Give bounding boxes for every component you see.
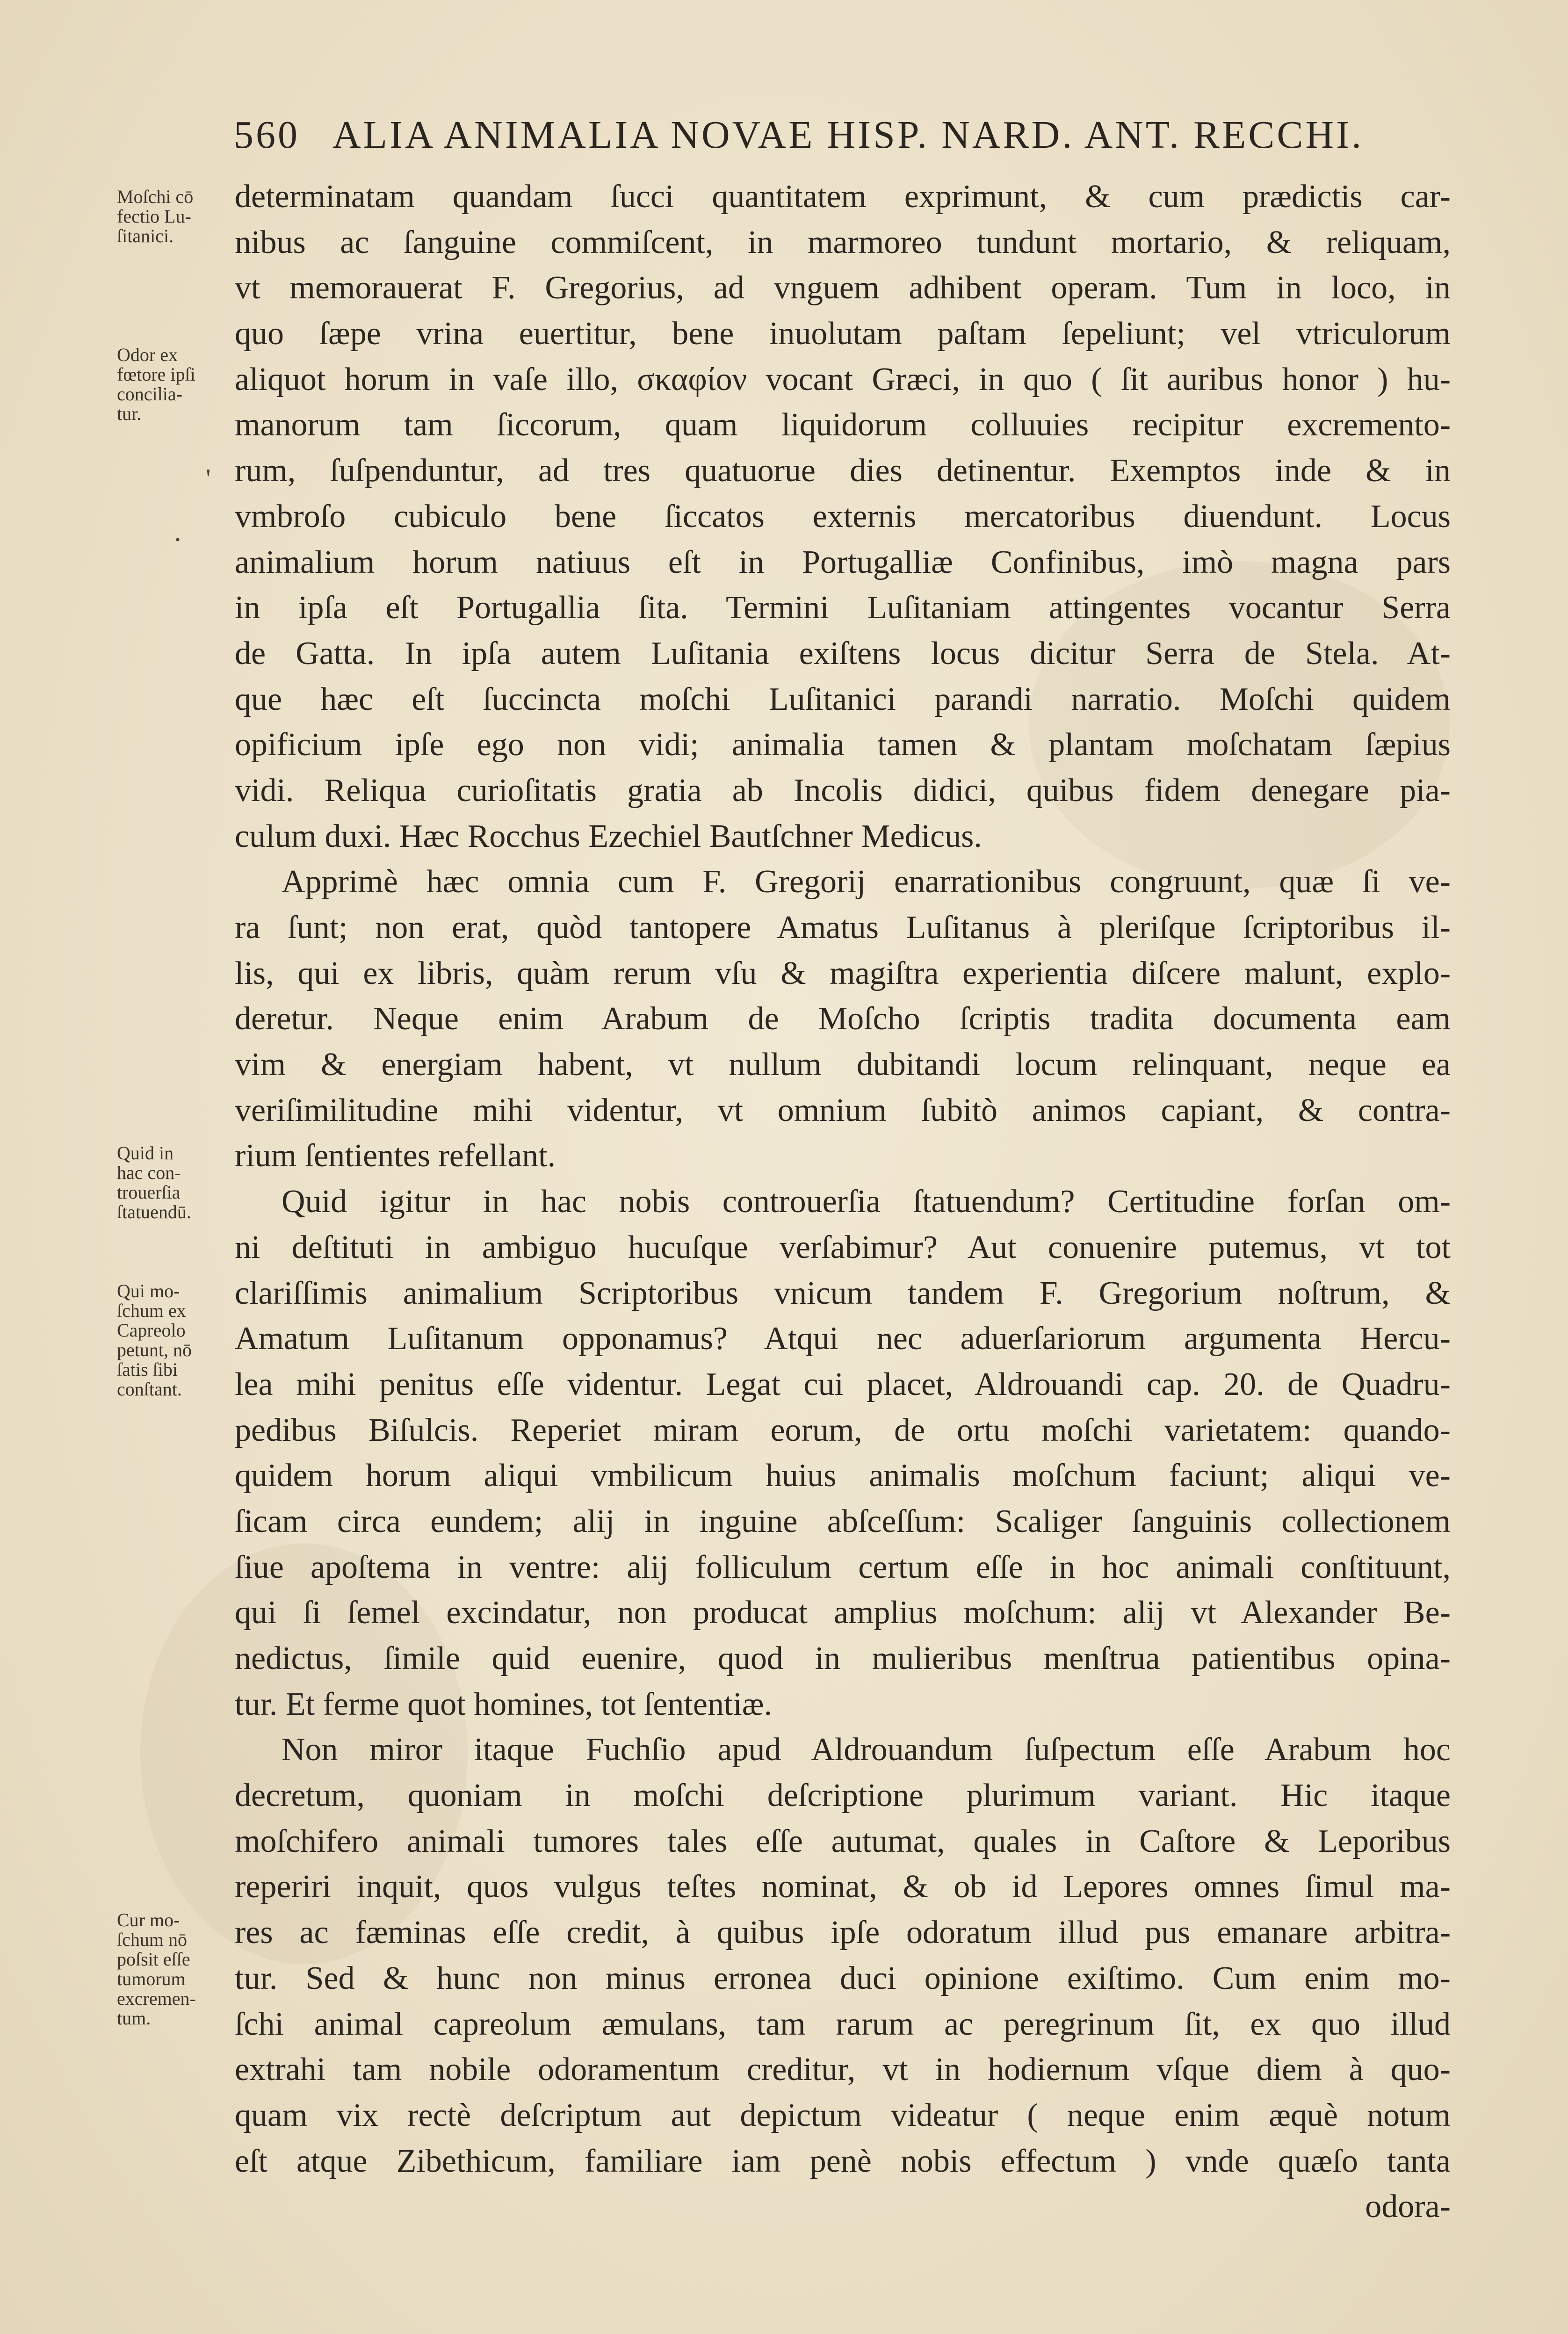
text-line: deretur. Neque enim Arabum de Moſcho ſcriptis tradita documenta eam	[235, 1001, 1451, 1037]
text-line: ra ſunt; non erat, quòd tantopere Amatus Luſitanus à pleriſque ſcriptoribus il-	[235, 910, 1451, 946]
margin-tick: '	[206, 463, 211, 494]
text-line: vidi. Reliqua curioſitatis gratia ab Incolis didici, quibus fidem denegare pia-	[235, 772, 1451, 809]
running-header	[234, 112, 1445, 158]
text-line: determinatam quandam ſucci quantitatem exprimunt, & cum prædictis car-	[235, 179, 1451, 215]
margin-dot: ·	[173, 524, 182, 555]
text-line: lea mihi penitus eſſe videntur. Legat cui placet, Aldrouandi cap. 20. de Quadru-	[235, 1366, 1451, 1402]
text-line: reperiri inquit, quos vulgus teſtes nominat, & ob id Lepores omnes ſimul ma-	[235, 1869, 1451, 1905]
text-line: vim & energiam habent, vt nullum dubitandi locum relinquant, neque ea	[235, 1047, 1451, 1083]
margin-note: Cur mo- ſchum nō poſsit eſſe tumorum excremen- tum.	[117, 1909, 196, 2029]
text-line: vt memorauerat F. Gregorius, ad vnguem adhibent operam. Tum in loco, in	[235, 270, 1451, 306]
text-line: manorum tam ſiccorum, quam liquidorum colluuies recipitur excremento-	[235, 407, 1451, 443]
text-line: aliquot horum in vaſe illo, σκαφίον vocant Græci, in quo ( ſit auribus honor ) hu-	[235, 361, 1451, 397]
text-line: Non miror itaque Fuchſio apud Aldrouandum ſuſpectum eſſe Arabum hoc	[282, 1732, 1451, 1768]
text-line: nedictus, ſimile quid euenire, quod in mulieribus menſtrua patientibus opina-	[235, 1640, 1451, 1676]
text-line: eſt atque Zibethicum, familiare iam penè nobis effectum ) vnde quæſo tanta	[235, 2143, 1451, 2179]
margin-note: Quid in hac con- trouerſia ſtatuendū.	[117, 1142, 191, 1222]
text-line: vmbroſo cubiculo bene ſiccatos externis mercatoribus diuendunt. Locus	[235, 498, 1451, 535]
text-line: Quid igitur in hac nobis controuerſia ſtatuendum? Certitudine forſan om-	[282, 1184, 1451, 1220]
text-line: opificium ipſe ego non vidi; animalia tamen & plantam moſchatam ſæpius	[235, 727, 1451, 763]
text-line: rum, ſuſpenduntur, ad tres quatuorue dies detinentur. Exemptos inde & in	[235, 453, 1451, 489]
margin-note: Moſchi cō fectio Lu- ſitanici.	[117, 186, 194, 246]
running-title: ALIA ANIMALIA NOVAE HISP. NARD. ANT. RECCHI.	[332, 113, 1364, 157]
text-line: ſicam circa eundem; alij in inguine abſceſſum: Scaliger ſanguinis collectionem	[235, 1503, 1451, 1539]
text-line: clariſſimis animalium Scriptoribus vnicum tandem F. Gregorium noſtrum, &	[235, 1275, 1451, 1311]
text-line: extrahi tam nobile odoramentum creditur, vt in hodiernum vſque diem à quo-	[235, 2052, 1451, 2088]
text-line: rium ſentientes refellant.	[235, 1138, 556, 1174]
text-line: ſiue apoſtema in ventre: alij folliculum certum eſſe in hoc animali conſtituunt,	[235, 1549, 1451, 1585]
text-line: nibus ac ſanguine commiſcent, in marmoreo tundunt mortario, & reliquam,	[235, 224, 1451, 260]
margin-note: Qui mo- ſchum ex Capreolo petunt, nō ſatis ſibi conſtant.	[117, 1280, 192, 1400]
text-line: in ipſa eſt Portugallia ſita. Termini Luſitaniam attingentes vocantur Serra	[235, 590, 1451, 626]
text-line: qui ſi ſemel excindatur, non producat amplius moſchum: alij vt Alexander Be-	[235, 1595, 1451, 1631]
text-line: pedibus Biſulcis. Reperiet miram eorum, de ortu moſchi varietatem: quando-	[235, 1412, 1451, 1448]
text-line: tur. Et ferme quot homines, tot ſententiæ.	[235, 1686, 772, 1722]
text-line: Amatum Luſitanum opponamus? Atqui nec aduerſariorum argumenta Hercu-	[235, 1321, 1451, 1357]
text-line: lis, qui ex libris, quàm rerum vſu & magiſtra experientia diſcere malunt, explo-	[235, 955, 1451, 991]
text-line: decretum, quoniam in moſchi deſcriptione plurimum variant. Hic itaque	[235, 1778, 1451, 1814]
text-line: quidem horum aliqui vmbilicum huius animalis moſchum faciunt; aliqui ve-	[235, 1458, 1451, 1494]
main-text	[235, 174, 1451, 2230]
text-line: moſchifero animali tumores tales eſſe autumat, quales in Caſtore & Leporibus	[235, 1823, 1451, 1859]
margin-note: Odor ex fœtore ipſi concilia- tur.	[117, 344, 195, 424]
catchword: odora-	[1365, 2189, 1451, 2225]
text-line: ni deſtituti in ambiguo hucuſque verſabimur? Aut conuenire putemus, vt tot	[235, 1229, 1451, 1265]
text-line: tur. Sed & hunc non minus erronea duci opinione exiſtimo. Cum enim mo-	[235, 1960, 1451, 1996]
text-line: animalium horum natiuus eſt in Portugalliæ Confinibus, imò magna pars	[235, 544, 1451, 580]
text-line: res ac fæminas eſſe credit, à quibus ipſe odoratum illud pus emanare arbitra-	[235, 1915, 1451, 1951]
text-line: Apprimè hæc omnia cum F. Gregorij enarrationibus congruunt, quæ ſi ve-	[282, 864, 1451, 900]
text-line: de Gatta. In ipſa autem Luſitania exiſtens locus dicitur Serra de Stela. At-	[235, 635, 1451, 672]
text-line: culum duxi. Hæc Rocchus Ezechiel Bautſchner Medicus.	[235, 818, 982, 854]
text-line: ſchi animal capreolum æmulans, tam rarum ac peregrinum ſit, ex quo illud	[235, 2006, 1451, 2042]
text-line: veriſimilitudine mihi videntur, vt omnium ſubitò animos capiant, & contra-	[235, 1092, 1451, 1128]
text-line: quo ſæpe vrina euertitur, bene inuolutam paſtam ſepeliunt; vel vtriculorum	[235, 316, 1451, 352]
page-number: 560	[234, 113, 300, 157]
text-line: que hæc eſt ſuccincta moſchi Luſitanici parandi narratio. Moſchi quidem	[235, 681, 1451, 717]
text-line: quam vix rectè deſcriptum aut depictum videatur ( neque enim æquè notum	[235, 2097, 1451, 2133]
